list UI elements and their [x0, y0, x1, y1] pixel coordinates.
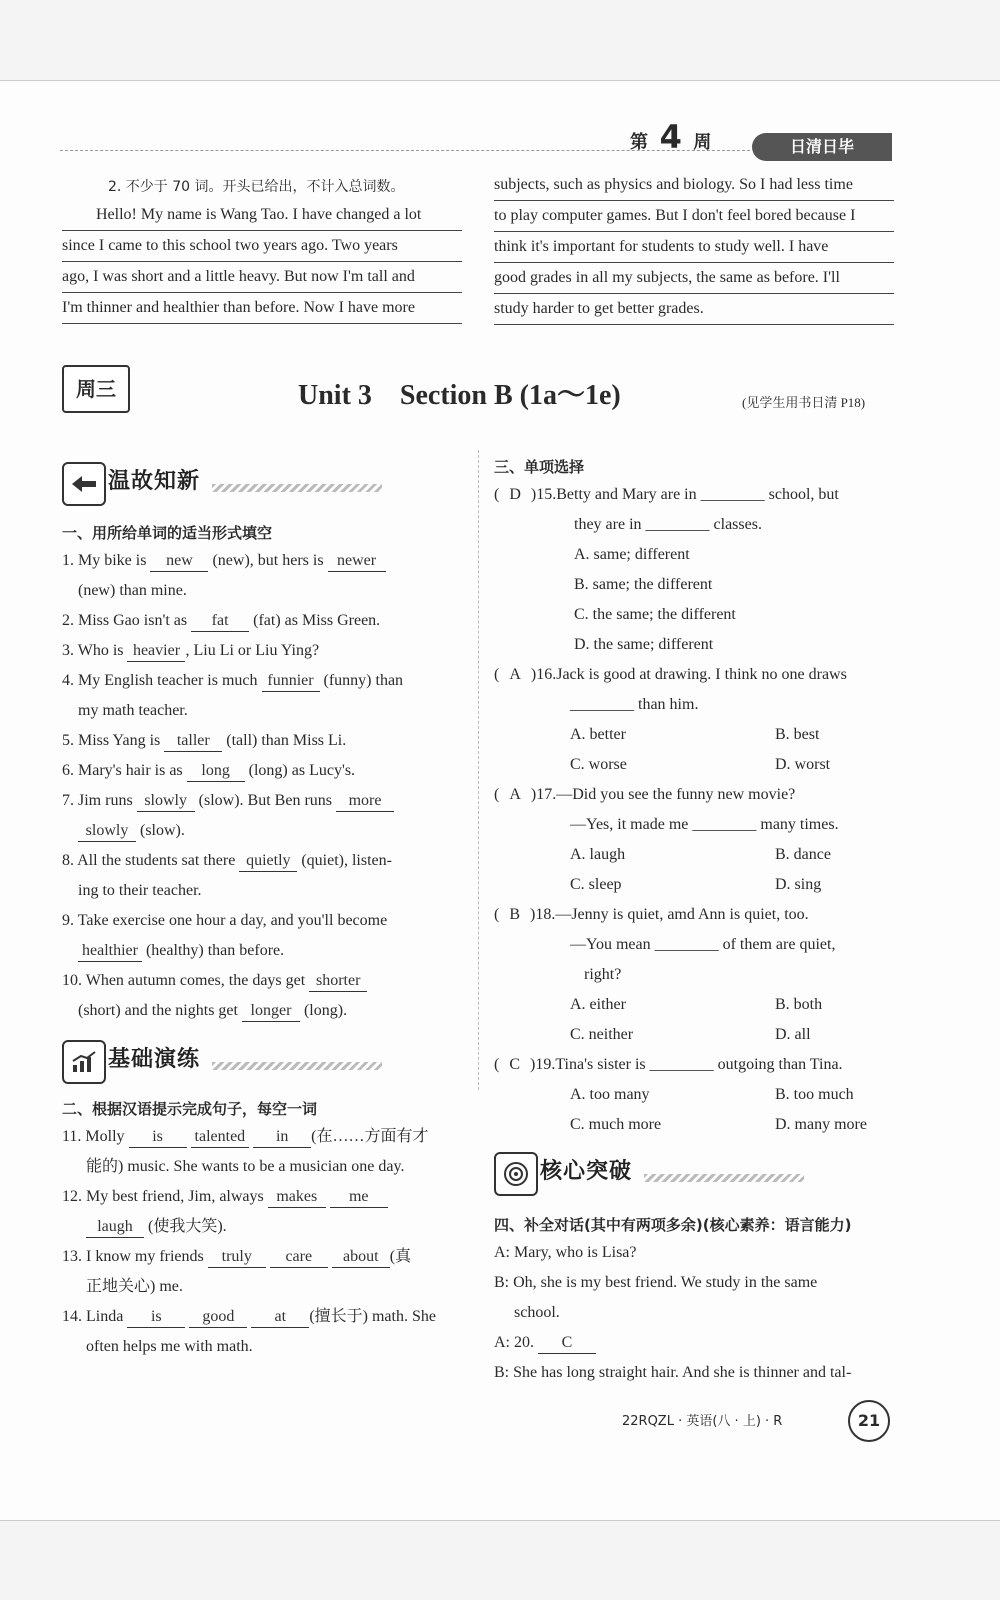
question-item: ( D )15.Betty and Mary are in ________ school, but: [494, 486, 839, 503]
option: D. many more: [775, 1116, 867, 1133]
dialogue-line: A: Mary, who is Lisa?: [494, 1244, 637, 1261]
list-item: 5. Miss Yang is taller (tall) than Miss Li.: [62, 726, 462, 756]
question-item: ( A )17.—Did you see the funny new movie?: [494, 786, 796, 803]
list-item: 14. Linda is good at (擅长于) math. She: [62, 1302, 462, 1332]
list-item: 10. When autumn comes, the days get shorter: [62, 966, 462, 996]
question-item: ( A )16.Jack is good at drawing. I think no one draws: [494, 666, 847, 683]
option: C. neither: [570, 1026, 634, 1043]
dialogue: [494, 1238, 894, 1388]
option: A. laugh: [570, 846, 626, 863]
option: C. the same; the different: [574, 606, 736, 623]
option: B. too much: [775, 1086, 854, 1103]
dialogue-line: A: 20. C: [494, 1328, 894, 1358]
week-badge: 日清日毕: [752, 133, 892, 161]
essay-left-column: [62, 200, 462, 324]
part2-title: 二、根据汉语提示完成句子，每空一词: [62, 1100, 318, 1118]
essay-instruction: 2. 不少于 70 词。开头已给出，不计入总词数。: [108, 179, 405, 195]
list-item: 1. My bike is new (new), but hers is newer: [62, 546, 462, 576]
mcq-list: ( D )15.Betty and Mary are in ________ school, but they are in ________ classes. A. same; different B. same; the different C. the same; the different D. the same; different ( A )16.Jack is good at drawing. I think no one draws ________ than him. A. better B. best C. worse D. worst ( A )17.—Did you see the funny new movie? —Yes, it made me ________ many times. A. laugh B. dance C. sleep D. sing ( B )18.—Jenny is quiet, amd Ann is quiet, too. —You mean ________ of them are quiet, right? A. either B. both C. neither D. all ( C )19.Tina's sister is ________ outgoing than Tina. A. too many B. too much C. much more D. many more: [494, 480, 894, 1140]
option: A. same; different: [574, 546, 690, 563]
option: C. worse: [570, 756, 627, 773]
week-suffix: 周: [693, 132, 712, 153]
list-item: 4. My English teacher is much funnier (funny) than: [62, 666, 462, 696]
footer-code: 22RQZL · 英语(八 · 上) · R: [622, 1414, 783, 1429]
basics-banner: 基础演练: [62, 1040, 382, 1082]
unit-title: Unit 3 Section B (1a～1e): [298, 380, 621, 411]
target-icon: [494, 1152, 538, 1196]
list-item: 3. Who is heavier , Liu Li or Liu Ying?: [62, 636, 462, 666]
option: B. same; the different: [574, 576, 713, 593]
question-item: ( B )18.—Jenny is quiet, amd Ann is quiet, too.: [494, 906, 809, 923]
reference-note: (见学生用书日清 P18): [742, 395, 866, 410]
option: A. better: [570, 726, 626, 743]
essay-right-column: [494, 170, 894, 325]
essay-line: subjects, such as physics and biology. So I had less time: [494, 170, 894, 201]
option: D. worst: [775, 756, 831, 773]
week-number: 4: [659, 118, 682, 156]
list-item: 13. I know my friends truly care about (真: [62, 1242, 462, 1272]
essay-line: Hello! My name is Wang Tao. I have changed a lot: [62, 200, 462, 231]
fill-blank-list: 1. My bike is new (new), but hers is newer (new) than mine. 2. Miss Gao isn't as fat (fat) as Miss Green. 3. Who is heavier , Liu Li or Liu Ying? 4. My English teacher is much funnier (funny) than my math teacher. 5. Miss Yang is taller (tall) than Miss Li. 6. Mary's hair is as long (long) as Lucy's. 7. Jim runs slowly (slow). But Ben runs more slowly (slow). 8. All the students sat there quietly (quiet), listen- ing to their teacher. 9. Take exercise one hour a day, and you'll become healthier (healthy) than before. 10. When autumn comes, the days get shorter (short) and the nights get longer (long).: [62, 546, 462, 1026]
part3-title: 三、单项选择: [494, 458, 585, 476]
option: C. much more: [570, 1116, 662, 1133]
day-tag: 周三: [62, 365, 130, 413]
arrow-icon: [62, 462, 106, 506]
column-divider: [478, 450, 479, 1090]
option: D. sing: [775, 876, 822, 893]
top-margin: [0, 0, 1000, 81]
part1-title: 一、用所给单词的适当形式填空: [62, 524, 273, 542]
header-rule: [60, 150, 750, 151]
bar-chart-icon: [62, 1040, 106, 1084]
essay-line: to play computer games. But I don't feel bored because I: [494, 201, 894, 232]
dialogue-line: B: She has long straight hair. And she is thinner and tal-: [494, 1364, 852, 1381]
dialogue-line: school.: [514, 1304, 560, 1321]
list-item: 7. Jim runs slowly (slow). But Ben runs more: [62, 786, 462, 816]
essay-line: ago, I was short and a little heavy. But now I'm tall and: [62, 262, 462, 293]
part4-title: 四、补全对话(其中有两项多余)(核心素养：语言能力): [494, 1216, 852, 1234]
core-banner: 核心突破: [494, 1152, 814, 1194]
dialogue-line: B: Oh, she is my best friend. We study in the same: [494, 1274, 818, 1291]
option: B. both: [775, 996, 823, 1013]
essay-line: since I came to this school two years ago. Two years: [62, 231, 462, 262]
essay-line: I'm thinner and healthier than before. Now I have more: [62, 293, 462, 324]
option: D. all: [775, 1026, 811, 1043]
option: B. dance: [775, 846, 831, 863]
option: A. either: [570, 996, 626, 1013]
essay-line: good grades in all my subjects, the same as before. I'll: [494, 263, 894, 294]
list-item: 2. Miss Gao isn't as fat (fat) as Miss Green.: [62, 606, 462, 636]
question-item: ( C )19.Tina's sister is ________ outgoing than Tina.: [494, 1056, 843, 1073]
list-item: 8. All the students sat there quietly (quiet), listen-: [62, 846, 462, 876]
essay-line: think it's important for students to study well. I have: [494, 232, 894, 263]
review-banner: 温故知新: [62, 462, 382, 504]
translation-list: 11. Molly is talented in (在……方面有才 能的) music. She wants to be a musician one day. 12. My best friend, Jim, always makes me laugh (使我大笑). 13. I know my friends truly care about (真 正地关心) me. 14. Linda is good at (擅长于) math. She often helps me with math.: [62, 1122, 462, 1362]
option: D. the same; different: [574, 636, 714, 653]
list-item: 11. Molly is talented in (在……方面有才: [62, 1122, 462, 1152]
page-number: 21: [848, 1400, 890, 1442]
option: C. sleep: [570, 876, 622, 893]
bottom-margin: [0, 1520, 1000, 1600]
option: B. best: [775, 726, 820, 743]
essay-line: study harder to get better grades.: [494, 294, 894, 325]
list-item: 9. Take exercise one hour a day, and you'll become: [62, 912, 388, 929]
list-item: 12. My best friend, Jim, always makes me: [62, 1182, 462, 1212]
list-item: 6. Mary's hair is as long (long) as Lucy's.: [62, 756, 462, 786]
week-prefix: 第: [630, 132, 648, 153]
option: A. too many: [570, 1086, 650, 1103]
